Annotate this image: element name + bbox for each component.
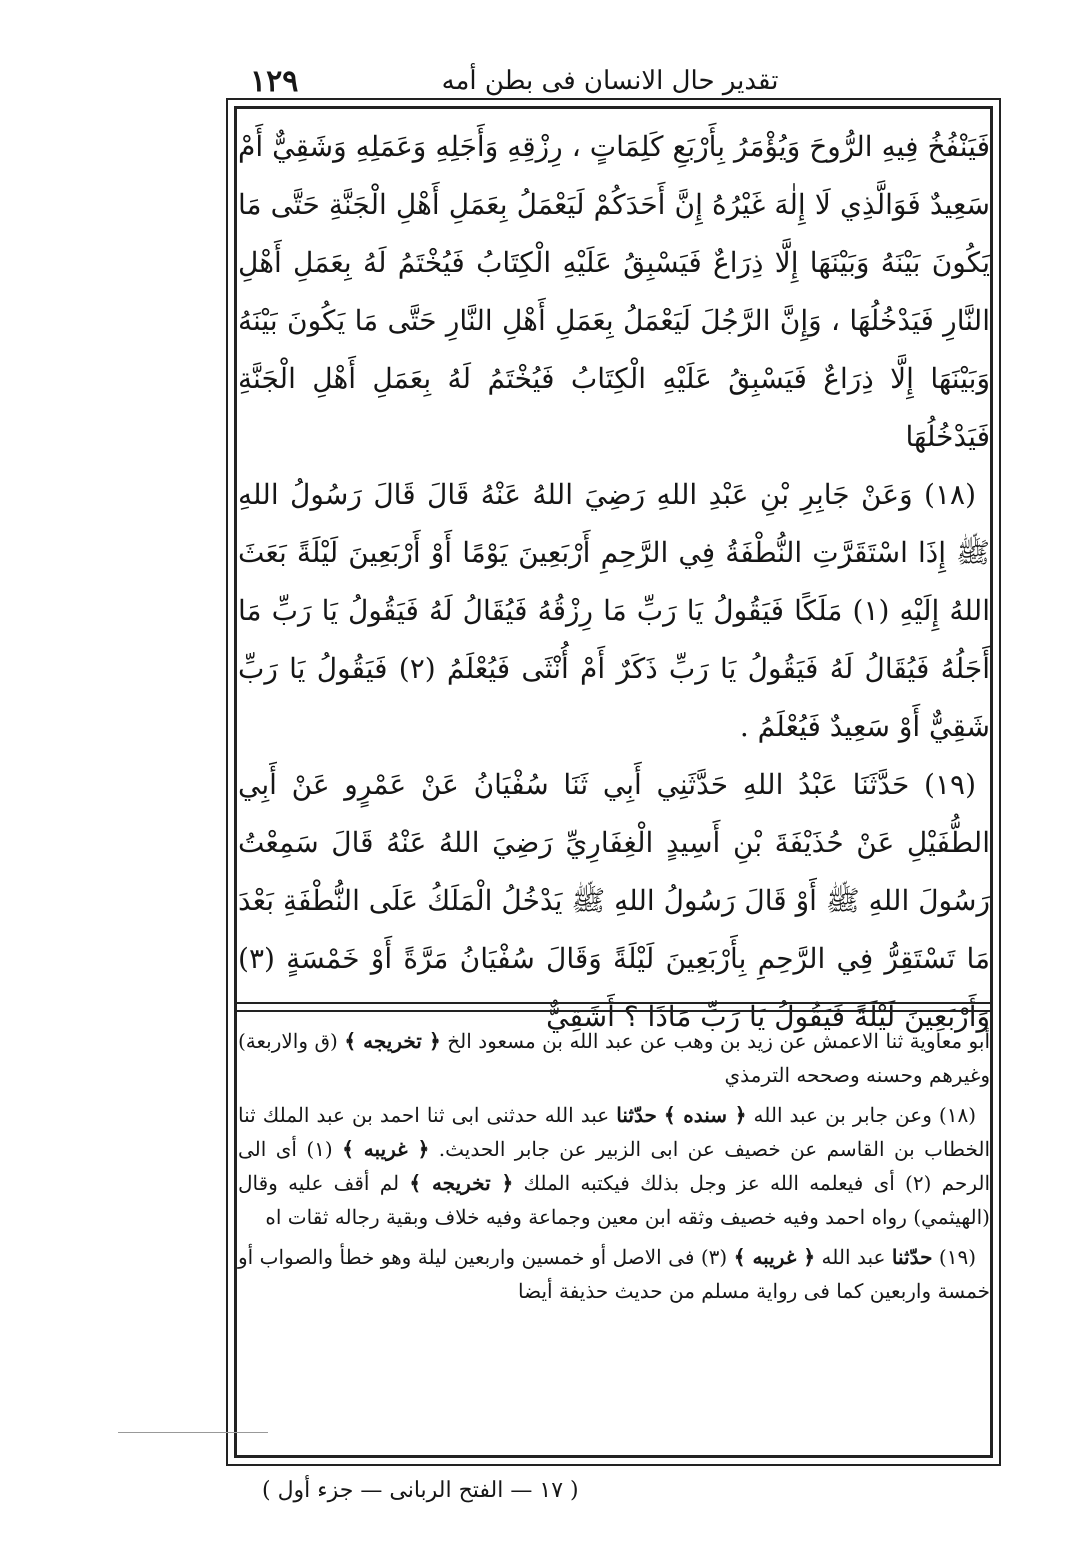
hadith-19: (١٩) حَدَّثَنَا عَبْدُ اللهِ حَدَّثَنِي أَبِي ثَنَا سُفْيَانُ عَنْ عَمْرٍو عَنْ أَبِي الطُّفَيْلِ عَنْ حُذَيْفَةَ بْنِ أَسِيدٍ الْغِفَارِيِّ رَضِيَ اللهُ عَنْهُ قَالَ سَمِعْتُ رَسُولَ اللهِ ﷺ أَوْ قَالَ رَسُولُ اللهِ ﷺ يَدْخُلُ الْمَلَكُ عَلَى النُّطْفَةِ بَعْدَ مَا تَسْتَقِرُّ فِي الرَّحِمِ بِأَرْبَعِينَ لَيْلَةً وَقَالَ سُفْيَانُ مَرَّةً أَوْ خَمْسَةٍ (٣) وَأَرْبَعِينَ لَيْلَةً فَيَقُولُ يَا رَبِّ مَاذَا ؟ أَشَقِيٌّ	[238, 768, 990, 1033]
running-title: تقدير حال الانسان فى بطن أمه	[441, 66, 779, 96]
page-number: ١٢٩	[250, 64, 299, 99]
note-marker-takhrij: ﴿ تخريجه ﴾	[409, 1171, 514, 1195]
note-marker-haddathana: حدّثنا	[616, 1103, 657, 1127]
main-paragraph: فَيَنْفُخُ فِيهِ الرُّوحَ وَيُؤْمَرُ بِأَرْبَعِ كَلِمَاتٍ ، رِزْقِهِ وَأَجَلِهِ وَعَمَلِهِ وَشَقِيٌّ أَمْ سَعِيدٌ فَوَالَّذِي لَا إِلٰهَ غَيْرُهُ إِنَّ أَحَدَكُمْ لَيَعْمَلُ بِعَمَلِ أَهْلِ الْجَنَّةِ حَتَّى مَا يَكُونَ بَيْنَهُ وَبَيْنَهَا إِلَّا ذِرَاعٌ فَيَسْبِقُ عَلَيْهِ الْكِتَابُ فَيُخْتَمُ لَهُ بِعَمَلِ أَهْلِ النَّارِ فَيَدْخُلُهَا ، وَإِنَّ الرَّجُلَ لَيَعْمَلُ بِعَمَلِ أَهْلِ النَّارِ حَتَّى مَا يَكُونَ بَيْنَهُ وَبَيْنَهَا إِلَّا ذِرَاعٌ فَيَسْبِقُ عَلَيْهِ الْكِتَابُ فَيُخْتَمُ لَهُ بِعَمَلِ أَهْلِ الْجَنَّةِ فَيَدْخُلُهَا	[238, 130, 990, 453]
separator-rule	[236, 1002, 992, 1004]
note-text: وعن جابر بن عبد الله	[753, 1103, 932, 1127]
footer-signature: ( ١٧ — الفتح الربانى — جزء أول )	[262, 1478, 579, 1503]
note-text: (ق والاربعة) وغيرهم وحسنه وصححه الترمذي	[238, 1029, 990, 1087]
footnotes	[238, 1024, 990, 1314]
note-continued	[238, 1024, 990, 1092]
note-text: (١) أى الى الرحم (٢) أى فيعلمه الله عز وجل بذلك فيكتبه الملك	[238, 1137, 991, 1195]
note-text: عبد الله	[821, 1245, 886, 1269]
note-marker-haddathana: حدّثنا	[891, 1245, 933, 1269]
note-19	[238, 1240, 990, 1308]
note-marker-gharib: ﴿ غريبه ﴾	[342, 1137, 430, 1161]
hadith-18: (١٨) وَعَنْ جَابِرِ بْنِ عَبْدِ اللهِ رَضِيَ اللهُ عَنْهُ قَالَ قَالَ رَسُولُ اللهِ ﷺ إِذَا اسْتَقَرَّتِ النُّطْفَةُ فِي الرَّحِمِ أَرْبَعِينَ يَوْمًا أَوْ أَرْبَعِينَ لَيْلَةً بَعَثَ اللهُ إِلَيْهِ (١) مَلَكًا فَيَقُولُ يَا رَبِّ مَا رِزْقُهُ فَيُقَالُ لَهُ فَيَقُولُ يَا رَبِّ مَا أَجَلُهُ فَيُقَالُ لَهُ فَيَقُولُ يَا رَبِّ ذَكَرٌ أَمْ أُنْثَى فَيُعْلَمُ (٢) فَيَقُولُ يَا رَبِّ شَقِيٌّ أَوْ سَعِيدٌ فَيُعْلَمُ .	[238, 478, 990, 743]
note-text: أبو معاوية ثنا الاعمش عن زيد بن وهب عن عبد الله بن مسعود الخ	[447, 1029, 991, 1053]
note-marker-gharib: ﴿ غريبه ﴾	[733, 1245, 816, 1269]
main-text	[238, 118, 990, 1046]
note-marker-takhrij: ﴿ تخريجه ﴾	[344, 1029, 441, 1053]
separator-rule	[236, 1010, 992, 1012]
note-text: (٣) فى الاصل أو خمسين واربعين ليلة وهو خطأ والصواب أو خمسة واربعين كما فى رواية مسلم من حديث حذيفة أيضا	[238, 1245, 990, 1303]
note-number: (١٨)	[938, 1103, 977, 1127]
note-marker-sanad: ﴿ سنده ﴾	[663, 1103, 747, 1127]
note-text: عبد الله حدثنى ابى ثنا احمد بن عبد الملك ثنا الخطاب بن القاسم عن خصيف عن ابى الزبير عن جابر الحديث.	[238, 1103, 991, 1161]
note-18	[238, 1098, 990, 1234]
note-text: لم أقف عليه وقال (الهيثمي) رواه احمد وفيه خصيف وثقه ابن معين وجماعة وفيه خلاف وبقية رجاله ثقات اه	[238, 1171, 990, 1229]
scan-stray-line	[118, 1432, 268, 1433]
note-number: (١٩)	[938, 1245, 977, 1269]
